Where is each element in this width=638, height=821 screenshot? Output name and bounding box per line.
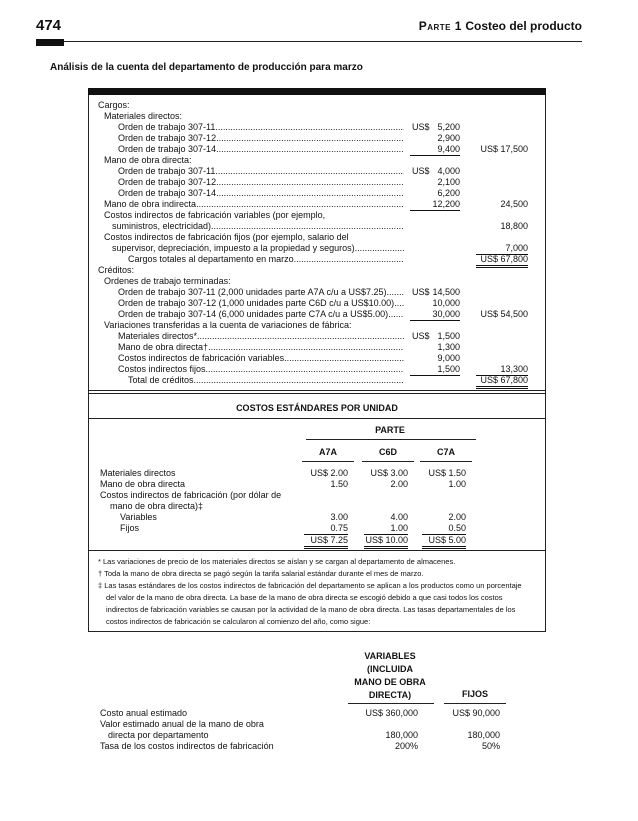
md-row-1-leader xyxy=(215,122,404,132)
rate-row-3-variable: 180,000 xyxy=(385,730,418,740)
moi-row-leader xyxy=(196,199,404,209)
variables-header-line-4: DIRECTA) xyxy=(368,690,412,700)
std-row-5-c7a: 2.00 xyxy=(448,512,466,522)
standard-costs-rule xyxy=(88,418,546,419)
mod-row-1 xyxy=(0,166,638,177)
cargos-total-text: Cargos totales al departamento en marzo xyxy=(128,254,294,264)
mod-row-1-value-1: 4,000 xyxy=(437,166,460,176)
moi-row xyxy=(0,199,638,210)
md-row-3-value-1: 9,400 xyxy=(410,144,460,156)
ot-row-3-leader xyxy=(388,309,404,319)
rate-row-2-label: Valor estimado anual de la mano de obra xyxy=(100,719,264,729)
std-row-2-label: Mano de obra directa xyxy=(100,479,186,489)
md-heading-label: Materiales directos: xyxy=(104,111,183,121)
mod-row-3-value-1: 6,200 xyxy=(437,188,460,198)
mod-row-1-leader xyxy=(215,166,404,176)
md-row-2-label xyxy=(118,133,404,144)
var-row-4-text: Costos indirectos fijos xyxy=(118,364,206,374)
std-row-5-label: Variables xyxy=(120,512,157,522)
variables-header-line-2: (INCLUIDA xyxy=(367,664,413,674)
footnote-rule xyxy=(88,550,546,551)
md-row-1-label xyxy=(118,122,404,133)
mod-row-1-text: Orden de trabajo 307-11 xyxy=(118,166,216,176)
var-row-2 xyxy=(0,342,638,353)
md-row-1-currency: US$ xyxy=(412,122,430,132)
fixed-column-header: FIJOS xyxy=(461,689,488,699)
cif-line-2-label xyxy=(112,243,404,254)
civ-line-2-leader xyxy=(211,221,404,231)
mod-row-1-currency: US$ xyxy=(412,166,430,176)
var-row-1-value-1: 1,500 xyxy=(437,331,460,341)
rate-row-1-fixed: US$ 90,000 xyxy=(452,708,500,718)
cif-line-2-value-2: 7,000 xyxy=(476,243,528,255)
civ-line-1-label: Costos indirectos de fabricación variables (por ejemplo, xyxy=(104,210,326,220)
var-row-4-label xyxy=(118,364,404,375)
mod-heading xyxy=(0,155,638,166)
ot-row-1-leader xyxy=(387,287,404,297)
ot-row-2-label xyxy=(118,298,404,309)
moi-row-label xyxy=(104,199,404,210)
md-row-2-value-1: 2,900 xyxy=(437,133,460,143)
md-row-2 xyxy=(0,133,638,144)
var-row-2-label xyxy=(118,342,404,353)
std-row-5-c6d: 4.00 xyxy=(390,512,408,522)
md-row-3-label xyxy=(118,144,404,155)
mod-row-2-value-1: 2,100 xyxy=(437,177,460,187)
cargos-total-value-2: US$ 67,800 xyxy=(476,254,528,268)
md-row-1-text: Orden de trabajo 307-11 xyxy=(118,122,216,132)
creditos-total-label xyxy=(128,375,404,386)
var-row-1 xyxy=(0,331,638,342)
ot-row-2-leader xyxy=(394,298,404,308)
footnote-3-line-2: del valor de la mano de obra directa. La base de la mano de obra directa se escogió debido a que casi todos los costos xyxy=(106,593,503,602)
page-number: 474 xyxy=(36,17,62,34)
std-row-1-a7a: US$ 2.00 xyxy=(310,468,348,478)
std-row-1-c6d: US$ 3.00 xyxy=(370,468,408,478)
cif-line-2 xyxy=(0,243,638,254)
civ-line-2-value-2: 18,800 xyxy=(500,221,528,231)
std-row-6-a7a: 0.75 xyxy=(304,523,348,535)
var-row-3-text: Costos indirectos de fabricación variables xyxy=(118,353,285,363)
separator-top xyxy=(88,390,546,391)
ot-row-2-text: Orden de trabajo 307-12 (1,000 unidades parte C6D c/u a US$10.00) xyxy=(118,298,395,308)
moi-row-text: Mano de obra indirecta xyxy=(104,199,197,209)
variables-column-header xyxy=(340,650,440,702)
var-row-4-value-2: 13,300 xyxy=(476,364,528,376)
md-heading xyxy=(0,111,638,122)
variables-header-line-1: VARIABLES xyxy=(364,651,416,661)
mod-row-1-label xyxy=(118,166,404,177)
creditos-total-leader xyxy=(194,375,404,385)
md-row-2-text: Orden de trabajo 307-12 xyxy=(118,133,217,143)
moi-row-value-1: 12,200 xyxy=(410,199,460,211)
md-row-1 xyxy=(0,122,638,133)
md-row-2-leader xyxy=(216,133,404,143)
civ-line-2 xyxy=(0,221,638,232)
var-row-2-value-1: 1,300 xyxy=(437,342,460,352)
ot-row-1-value-1: 14,500 xyxy=(432,287,460,297)
col-c6d-rule xyxy=(362,461,414,462)
var-heading-label: Variaciones transferidas a la cuenta de variaciones de fábrica: xyxy=(104,320,352,330)
footnote-3-line-1: ‡ Las tasas estándares de los costos indirectos de fabricación del departamento se aplican a los productos como un porcentaje xyxy=(98,581,522,590)
var-heading xyxy=(0,320,638,331)
ot-row-2 xyxy=(0,298,638,309)
var-row-4 xyxy=(0,364,638,375)
var-row-1-leader xyxy=(197,331,404,341)
separator-bottom xyxy=(88,393,546,394)
var-row-4-value-1: 1,500 xyxy=(410,364,460,376)
rate-row-4-fixed: 50% xyxy=(481,741,500,751)
part-label: Parte 1 xyxy=(418,19,462,33)
footnote-3-line-3: indirectos de fabricación variables se causan por la actividad de la mano de obra directa. Las tasas departamentales de los xyxy=(106,605,516,614)
section-title: Análisis de la cuenta del departamento de producción para marzo xyxy=(50,62,363,73)
std-row-6-c6d: 1.00 xyxy=(364,523,408,535)
mod-heading-label: Mano de obra directa: xyxy=(104,155,192,165)
ot-row-1-currency: US$ xyxy=(412,287,430,297)
variables-header-rule xyxy=(348,703,434,704)
std-row-6-c7a: 0.50 xyxy=(422,523,466,535)
var-row-3-value-1: 9,000 xyxy=(437,353,460,363)
std-row-6-label: Fijos xyxy=(120,523,140,533)
ot-row-3-value-2: US$ 54,500 xyxy=(480,309,528,319)
std-total-c7a: US$ 5.00 xyxy=(422,535,466,549)
std-total-c6d: US$ 10.00 xyxy=(364,535,408,549)
var-row-1-label xyxy=(118,331,404,342)
var-row-3-label xyxy=(118,353,404,364)
rate-row-3-fixed: 180,000 xyxy=(467,730,500,740)
md-row-1-value-1: 5,200 xyxy=(437,122,460,132)
chapter-title xyxy=(419,19,582,33)
ot-row-3-text: Orden de trabajo 307-14 (6,000 unidades parte C7A c/u a US$5.00) xyxy=(118,309,389,319)
rate-row-3-label: directa por departamento xyxy=(108,730,209,740)
mod-row-3-leader xyxy=(216,188,404,198)
ot-heading xyxy=(0,276,638,287)
ot-row-3-value-1: 30,000 xyxy=(410,309,460,321)
cargos-total-label xyxy=(128,254,404,265)
rate-row-1-label: Costo anual estimado xyxy=(100,708,188,718)
footnote-1: * Las variaciones de precio de los materiales directos se aíslan y se cargan al departamento de almacenes. xyxy=(98,557,456,566)
creditos-heading-label: Créditos: xyxy=(98,265,135,275)
std-row-5-a7a: 3.00 xyxy=(330,512,348,522)
ot-heading-label: Ordenes de trabajo terminadas: xyxy=(104,276,231,286)
mod-row-3-label xyxy=(118,188,404,199)
std-total-a7a: US$ 7.25 xyxy=(304,535,348,549)
part-title: Costeo del producto xyxy=(465,19,582,33)
ot-row-1 xyxy=(0,287,638,298)
mod-row-2-text: Orden de trabajo 307-12 xyxy=(118,177,217,187)
std-row-1-label: Materiales directos xyxy=(100,468,176,478)
mod-row-2-label xyxy=(118,177,404,188)
cargos-total-leader xyxy=(294,254,404,264)
col-c7a-rule xyxy=(420,461,472,462)
footnote-2: † Toda la mano de obra directa se pagó según la tarifa salarial estándar durante el mes de marzo. xyxy=(98,569,424,578)
cargos-total xyxy=(0,254,638,265)
standard-costs-heading: COSTOS ESTÁNDARES POR UNIDAD xyxy=(236,403,398,413)
cif-line-1-label: Costos indirectos de fabricación fijos (por ejemplo, salario del xyxy=(104,232,349,242)
std-row-1-c7a: US$ 1.50 xyxy=(428,468,466,478)
ot-row-1-label xyxy=(118,287,404,298)
col-c6d: C6D xyxy=(378,447,397,457)
md-row-3-leader xyxy=(216,144,404,154)
std-row-2-a7a: 1.50 xyxy=(330,479,348,489)
var-row-1-currency: US$ xyxy=(412,331,430,341)
ot-row-2-value-1: 10,000 xyxy=(432,298,460,308)
col-c7a: C7A xyxy=(436,447,455,457)
ot-row-3-label xyxy=(118,309,404,320)
std-row-3-label: Costos indirectos de fabricación (por dólar de xyxy=(100,490,282,500)
footnote-3-line-4: costos indirectos de fabricación se calcularon al comienzo del año, como sigue: xyxy=(106,617,371,626)
ot-row-3 xyxy=(0,309,638,320)
std-row-4-label: mano de obra directa)‡ xyxy=(110,501,204,511)
md-row-3-value-2: US$ 17,500 xyxy=(480,144,528,154)
cif-line-2-text: supervisor, depreciación, impuesto a la propiedad y seguros) xyxy=(112,243,355,253)
var-row-4-leader xyxy=(206,364,404,374)
moi-row-value-2: 24,500 xyxy=(500,199,528,209)
cargos-heading-label: Cargos: xyxy=(98,100,130,110)
col-a7a-rule xyxy=(302,461,354,462)
part-heading-rule xyxy=(306,439,476,440)
exhibit-top-bar xyxy=(88,88,546,95)
var-row-2-leader xyxy=(208,342,404,352)
civ-line-2-text: suministros, electricidad) xyxy=(112,221,212,231)
civ-line-2-label xyxy=(112,221,404,232)
variables-header-line-3: MANO DE OBRA xyxy=(354,677,426,687)
md-row-3 xyxy=(0,144,638,155)
md-row-3-text: Orden de trabajo 307-14 xyxy=(118,144,217,154)
var-row-1-text: Materiales directos* xyxy=(118,331,198,341)
mod-row-2-leader xyxy=(216,177,404,187)
cargos-heading xyxy=(0,100,638,111)
rate-row-4-label: Tasa de los costos indirectos de fabricación xyxy=(100,741,274,751)
var-row-2-text: Mano de obra directa† xyxy=(118,342,209,352)
cif-line-2-leader xyxy=(355,243,404,253)
header-rule xyxy=(36,41,582,42)
creditos-total-value-2: US$ 67,800 xyxy=(476,375,528,389)
std-row-2-c6d: 2.00 xyxy=(390,479,408,489)
var-row-3-leader xyxy=(284,353,404,363)
mod-row-3 xyxy=(0,188,638,199)
ot-row-1-text: Orden de trabajo 307-11 (2,000 unidades parte A7A c/u a US$7.25) xyxy=(118,287,387,297)
creditos-heading xyxy=(0,265,638,276)
fixed-header-rule xyxy=(444,703,506,704)
header-block xyxy=(36,39,64,46)
rate-row-1-variable: US$ 360,000 xyxy=(365,708,418,718)
civ-line-1 xyxy=(0,210,638,221)
part-heading: PARTE xyxy=(375,425,405,435)
creditos-total xyxy=(0,375,638,386)
std-row-2-c7a: 1.00 xyxy=(448,479,466,489)
rate-row-4-variable: 200% xyxy=(394,741,418,751)
col-a7a: A7A xyxy=(318,447,337,457)
mod-row-2 xyxy=(0,177,638,188)
mod-row-3-text: Orden de trabajo 307-14 xyxy=(118,188,217,198)
var-row-3 xyxy=(0,353,638,364)
cif-line-1 xyxy=(0,232,638,243)
creditos-total-text: Total de créditos xyxy=(128,375,194,385)
